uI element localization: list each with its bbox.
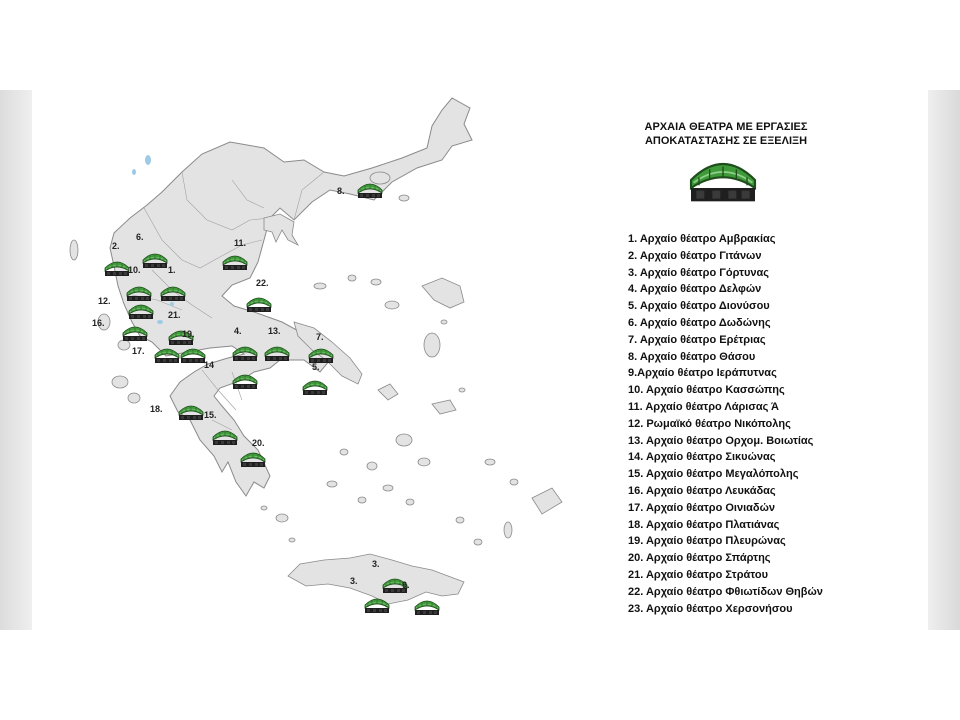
legend bbox=[616, 120, 916, 617]
legend-title-line1: ΑΡΧΑΙΑ ΘΕΑΤΡΑ ΜΕ ΕΡΓΑΣΙΕΣ bbox=[644, 121, 808, 133]
marker-label: 3. bbox=[372, 559, 380, 569]
legend-item: 6. Αρχαίο θέατρο Δωδώνης bbox=[628, 316, 771, 329]
theater-icon bbox=[415, 601, 439, 615]
legend-item: 1. Αρχαίο θέατρο Αμβρακίας bbox=[628, 233, 776, 245]
marker-label: 12. bbox=[98, 296, 111, 306]
marker-label: 15. bbox=[204, 410, 217, 420]
legend-title bbox=[616, 120, 836, 148]
marker-label: 8. bbox=[337, 186, 345, 196]
legend-item: 17. Αρχαίο θέατρο Οινιαδών bbox=[628, 501, 776, 514]
legend-item: 20. Αρχαίο θέατρο Σπάρτης bbox=[628, 552, 771, 565]
background-strip-right bbox=[928, 90, 960, 630]
marker-label: 7. bbox=[316, 332, 324, 342]
legend-item: 10. Αρχαίο θέατρο Κασσώπης bbox=[628, 384, 785, 397]
legend-item: 19. Αρχαίο θέατρο Πλευρώνας bbox=[628, 535, 786, 548]
marker-label: 21. bbox=[168, 310, 181, 320]
legend-item: 14. Αρχαίο θέατρο Σικυώνας bbox=[628, 451, 776, 464]
legend-list bbox=[628, 231, 916, 617]
marker-label: 9. bbox=[402, 580, 410, 590]
slide bbox=[32, 90, 928, 630]
marker-label: 3. bbox=[350, 576, 358, 586]
legend-item: 11. Αρχαίο θέατρο Λάρισας Ά bbox=[628, 400, 779, 413]
legend-item: 23. Αρχαίο θέατρο Χερσονήσου bbox=[628, 602, 793, 615]
theater-icon bbox=[303, 381, 327, 395]
theater-icon bbox=[688, 156, 758, 204]
marker-label: 6. bbox=[136, 232, 144, 242]
marker-label: 17. bbox=[132, 346, 145, 356]
legend-item: 2. Αρχαίο θέατρο Γιτάνων bbox=[628, 249, 762, 262]
legend-item: 21. Αρχαίο θέατρο Στράτου bbox=[628, 568, 768, 581]
marker-label: 1. bbox=[168, 265, 176, 275]
legend-item: 18. Αρχαίο θέατρο Πλατιάνας bbox=[628, 518, 780, 531]
marker-label: 20. bbox=[252, 438, 265, 448]
theater-marker bbox=[247, 278, 271, 312]
marker-label: 10. bbox=[128, 265, 141, 275]
legend-item: 5. Αρχαίο θέατρο Διονύσου bbox=[628, 300, 770, 313]
legend-item: 8. Αρχαίο θέατρο Θάσου bbox=[628, 350, 756, 363]
legend-item: 9.Αρχαίο θέατρο Ιεράπυτνας bbox=[628, 367, 777, 380]
legend-item: 12. Ρωμαϊκό θέατρο Νικόπολης bbox=[628, 417, 791, 430]
legend-item: 13. Αρχαίο θέατρο Ορχομ. Βοιωτίας bbox=[628, 434, 814, 447]
legend-item: 4. Αρχαίο θέατρο Δελφών bbox=[628, 283, 762, 296]
marker-label: 5. bbox=[312, 362, 320, 372]
theater-icon bbox=[247, 298, 271, 312]
marker-label: 18. bbox=[150, 404, 163, 414]
legend-title-line2: ΑΠΟΚΑΤΑΣΤΑΣΗΣ ΣΕ ΕΞΕΛΙΞΗ bbox=[644, 135, 808, 147]
marker-label: 4. bbox=[234, 326, 242, 336]
marker-label: 22. bbox=[256, 278, 269, 288]
legend-item: 7. Αρχαίο θέατρο Ερέτριας bbox=[628, 333, 766, 346]
marker-label: 19. bbox=[182, 329, 195, 339]
legend-item: 3. Αρχαίο θέατρο Γόρτυνας bbox=[628, 266, 770, 279]
legend-item: 15. Αρχαίο θέατρο Μεγαλόπολης bbox=[628, 468, 799, 481]
marker-label: 14 bbox=[204, 360, 215, 370]
legend-item: 22. Αρχαίο θέατρο Φθιωτίδων Θηβών bbox=[628, 585, 823, 598]
marker-label: 16. bbox=[92, 318, 105, 328]
greece-map bbox=[32, 90, 592, 630]
marker-label: 13. bbox=[268, 326, 281, 336]
legend-item: 16. Αρχαίο θέατρο Λευκάδας bbox=[628, 484, 776, 497]
background-strip-left bbox=[0, 90, 32, 630]
marker-label: 11. bbox=[234, 238, 247, 248]
marker-label: 2. bbox=[112, 241, 120, 251]
